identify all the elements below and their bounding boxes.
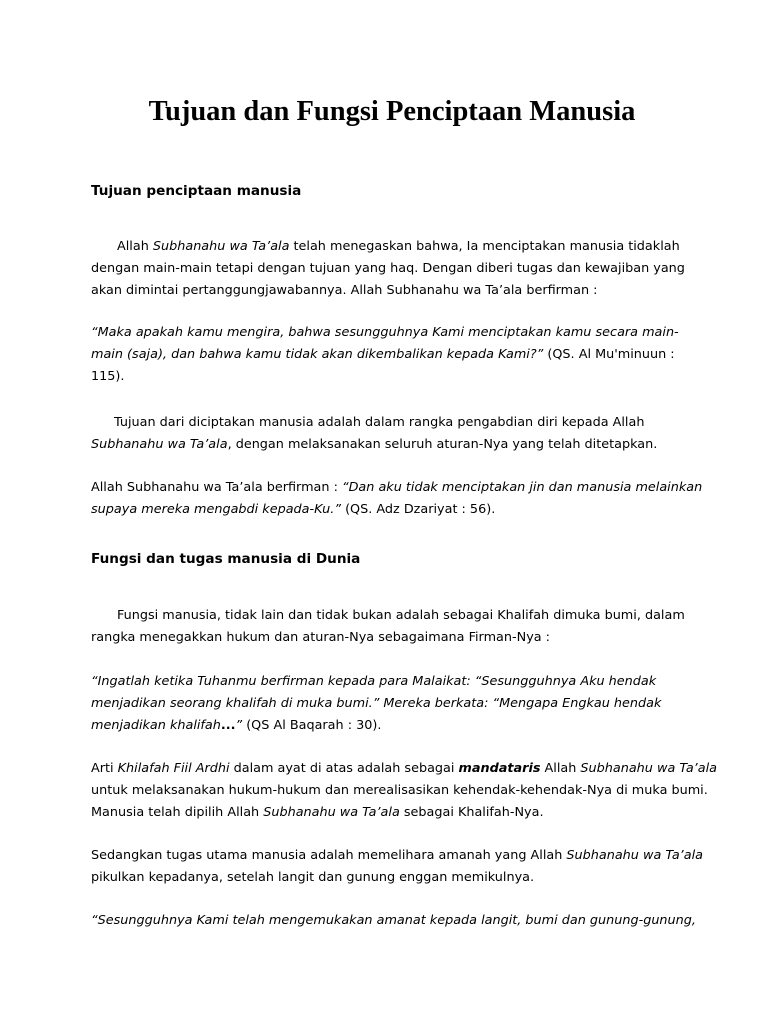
text-line: main (saja), dan bahwa kamu tidak akan dikembalikan kepada Kami?” (QS. Al Mu'minuun : — [91, 347, 675, 362]
quote-adz-dzariyat — [91, 477, 703, 521]
text-line: Subhanahu wa Ta’ala, dengan melaksanakan seluruh aturan-Nya yang telah ditetapkan. — [91, 437, 658, 452]
text-line: Tujuan dari diciptakan manusia adalah dalam rangka pengabdian diri kepada Allah — [114, 415, 645, 430]
text-line: 115). — [91, 369, 125, 384]
text-line: Fungsi manusia, tidak lain dan tidak bukan adalah sebagai Khalifah dimuka bumi, dalam — [117, 608, 685, 623]
quote-al-muminuun — [91, 322, 681, 388]
text-line: Sedangkan tugas utama manusia adalah memelihara amanah yang Allah Subhanahu wa Ta’ala — [91, 848, 703, 863]
text-line: menjadikan seorang khalifah di muka bumi.” Mereka berkata: “Mengapa Engkau hendak — [91, 696, 662, 711]
paragraph-tujuan-intro — [91, 236, 685, 302]
document-title: Tujuan dan Fungsi Penciptaan Manusia — [148, 96, 636, 127]
text-line: menjadikan khalifah...” (QS Al Baqarah : 30). — [91, 718, 382, 733]
section-heading-fungsi: Fungsi dan tugas manusia di Dunia — [91, 551, 361, 567]
text-line: Arti Khilafah Fiil Ardhi dalam ayat di atas adalah sebagai mandataris Allah Subhanahu wa Ta’ala — [91, 761, 717, 776]
text-line: “Ingatlah ketika Tuhanmu berfirman kepada para Malaikat: “Sesungguhnya Aku hendak — [91, 674, 657, 689]
text-line: dengan main-main tetapi dengan tujuan yang haq. Dengan diberi tugas dan kewajiban yang — [91, 261, 685, 276]
text-line: Allah Subhanahu wa Ta’ala berfirman : “Dan aku tidak menciptakan jin dan manusia melainkan — [91, 480, 703, 495]
text-line: akan dimintai pertanggungjawabannya. Allah Subhanahu wa Ta’ala berfirman : — [91, 283, 598, 298]
quote-al-baqarah — [91, 671, 681, 737]
section-heading-tujuan: Tujuan penciptaan manusia — [91, 183, 302, 199]
text-line: untuk melaksanakan hukum-hukum dan merealisasikan kehendak-kehendak-Nya di muka bumi. — [91, 783, 708, 798]
text-line: pikulkan kepadanya, setelah langit dan gunung enggan memikulnya. — [91, 870, 535, 885]
text-line: Manusia telah dipilih Allah Subhanahu wa Ta’ala sebagai Khalifah-Nya. — [91, 805, 544, 820]
text-line: “Sesungguhnya Kami telah mengemukakan amanat kepada langit, bumi dan gunung-gunung, — [91, 913, 696, 928]
paragraph-tugas-amanah — [91, 845, 703, 889]
quote-amanat — [91, 910, 696, 932]
text-line: “Maka apakah kamu mengira, bahwa sesungguhnya Kami menciptakan kamu secara main- — [91, 325, 679, 340]
text-line: Allah Subhanahu wa Ta’ala telah menegaskan bahwa, Ia menciptakan manusia tidaklah — [117, 239, 680, 254]
paragraph-tujuan-pengabdian — [91, 412, 681, 456]
paragraph-khilafah-fiil-ardhi — [91, 758, 717, 824]
text-line: supaya mereka mengabdi kepada-Ku.” (QS. Adz Dzariyat : 56). — [91, 502, 496, 517]
paragraph-fungsi-khalifah — [91, 605, 685, 649]
text-line: rangka menegakkan hukum dan aturan-Nya sebagaimana Firman-Nya : — [91, 630, 550, 645]
